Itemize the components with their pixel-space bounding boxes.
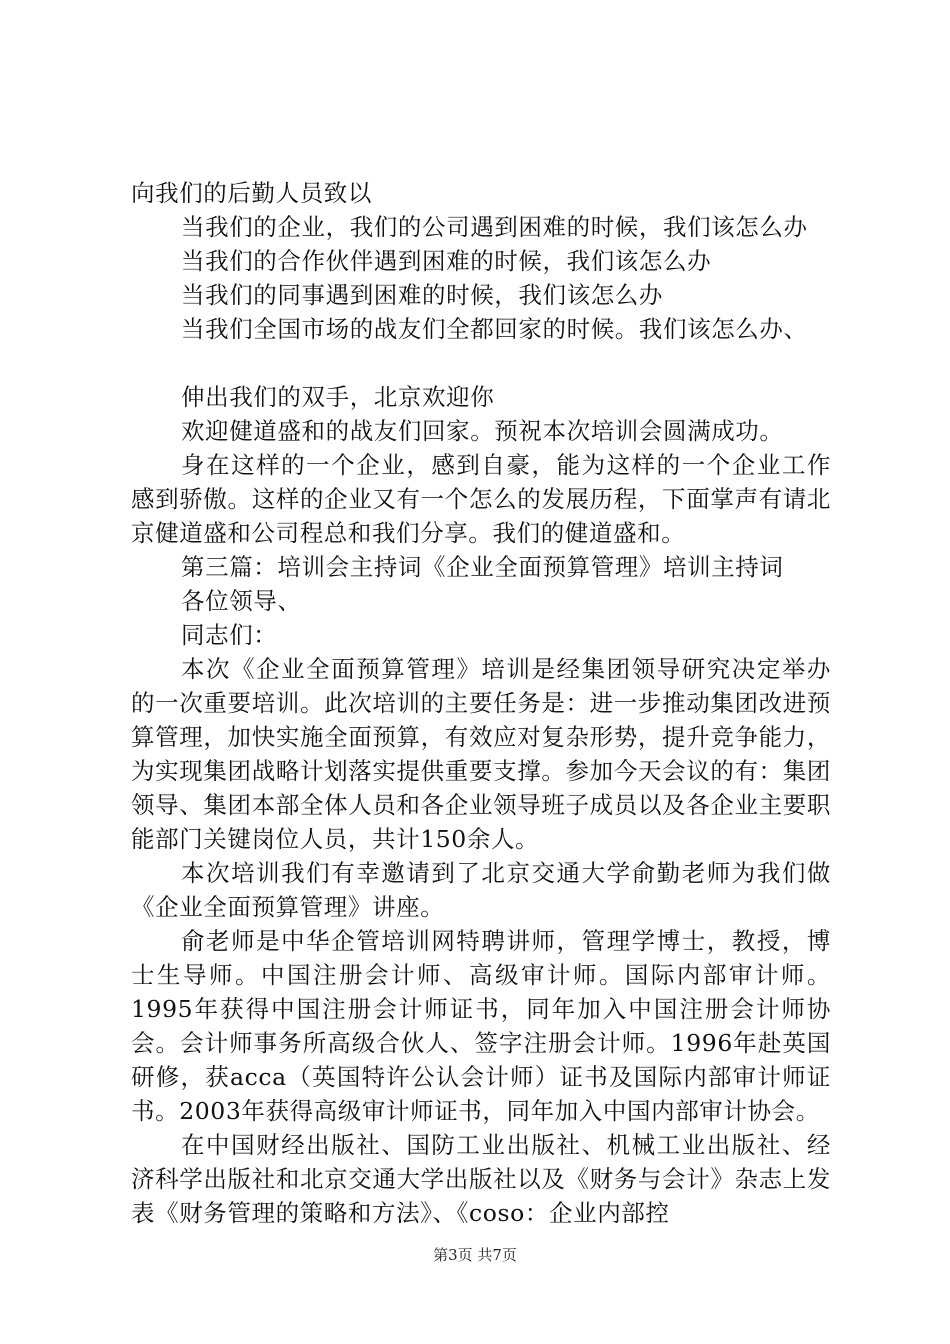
- salutation-leaders: 各位领导、: [181, 587, 302, 615]
- paragraph-publications: 在中国财经出版社、国防工业出版社、机械工业出版社、经济科学出版社和北京交通大学出版社以及《财务与会计》杂志上发表《财务管理的策略和方法》、《coso：企业内部控: [131, 1131, 831, 1227]
- paragraph-lecturer-bio: 俞老师是中华企管培训网特聘讲师，管理学博士，教授，博士生导师。中国注册会计师、高级审计师。国际内部审计师。1995年获得中国注册会计师证书，同年加入中国注册会计师协会。会计师事务所高级合伙人、签字注册会计师。1996年赴英国研修，获acca（英国特许公认会计师）证书及国际内部审计师证书。2003年获得高级审计师证书，同年加入中国内部审计协会。: [131, 927, 831, 1125]
- salutation-comrades: 同志们：: [181, 621, 278, 649]
- paragraph-lecturer-invite: 本次培训我们有幸邀请到了北京交通大学俞勤老师为我们做《企业全面预算管理》讲座。: [131, 859, 831, 921]
- paragraph-2: 当我们的企业，我们的公司遇到困难的时候，我们该怎么办: [181, 213, 808, 241]
- paragraph-1: 向我们的后勤人员致以: [131, 179, 372, 207]
- document-body: [131, 176, 831, 1230]
- paragraph-training-intro: 本次《企业全面预算管理》培训是经集团领导研究决定举办的一次重要培训。此次培训的主要任务是：进一步推动集团改进预算管理，加快实施全面预算，有效应对复杂形势，提升竞争能力，为实现集团战略计划落实提供重要支撑。参加今天会议的有：集团领导、集团本部全体人员和各企业领导班子成员以及各企业主要职能部门关键岗位人员，共计150余人。: [131, 655, 831, 853]
- paragraph-3: 当我们的合作伙伴遇到困难的时候，我们该怎么办: [181, 247, 712, 275]
- page-number-footer: 第3页 共7页: [433, 1246, 517, 1264]
- paragraph-8: 身在这样的一个企业，感到自豪，能为这样的一个企业工作感到骄傲。这样的企业又有一个怎么的发展历程，下面掌声有请北京健道盛和公司程总和我们分享。我们的健道盛和。: [131, 451, 831, 547]
- paragraph-6: 伸出我们的双手，北京欢迎你: [181, 383, 495, 411]
- paragraph-4: 当我们的同事遇到困难的时候，我们该怎么办: [181, 281, 663, 309]
- paragraph-7: 欢迎健道盛和的战友们回家。预祝本次培训会圆满成功。: [181, 417, 784, 445]
- blank-line: [131, 346, 831, 380]
- section-heading: 第三篇：培训会主持词《企业全面预算管理》培训主持词: [181, 553, 784, 581]
- paragraph-5: 当我们全国市场的战友们全都回家的时候。我们该怎么办、: [181, 315, 808, 343]
